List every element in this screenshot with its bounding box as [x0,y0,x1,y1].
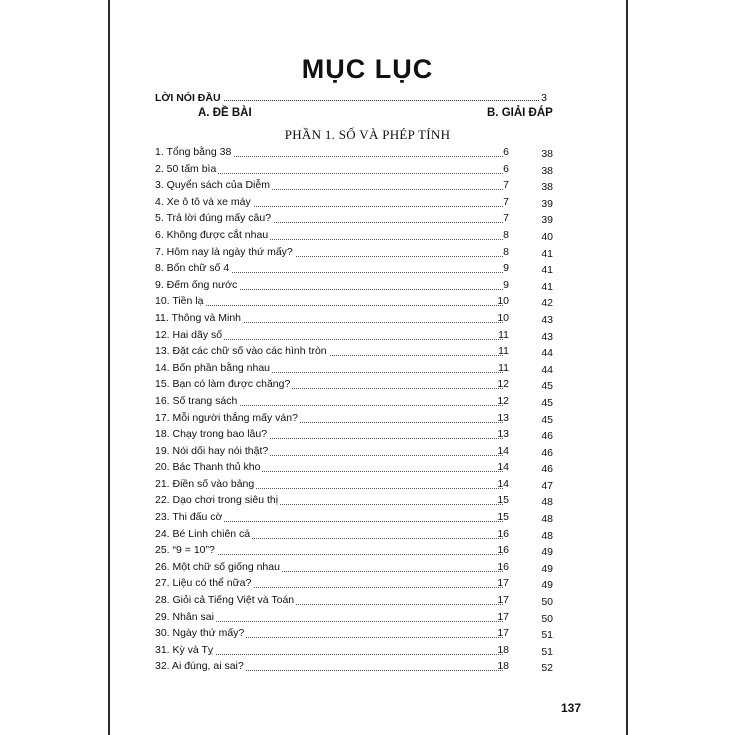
toc-entry [155,458,560,475]
toc-entry-title: 30. Ngày thứ mấy? [155,627,245,640]
toc-entry-solution-page: 42 [541,297,553,310]
toc-entry [155,608,560,625]
toc-entry-title-wrap [155,362,272,374]
toc-entry-title: 2. 50 tấm bìa [155,162,217,175]
toc-entry [155,160,560,177]
toc-entry-title-wrap [155,445,270,457]
toc-entry-page: 14 [497,461,509,474]
page-title: MỤC LỤC [301,54,434,84]
toc-entry-solution-page: 39 [541,214,553,227]
toc-entry-solution-page: 43 [541,330,553,343]
toc-entry-page: 12 [497,378,509,391]
toc-entry-title: 23. Thi đấu cờ [155,511,223,524]
toc-entry-page: 9 [503,278,509,291]
toc-entry-title-wrap [155,279,239,291]
toc-entry-title-wrap [155,461,262,473]
toc-entry [155,326,560,343]
toc-entry-title: 27. Liệu có thể nữa? [155,577,252,590]
toc-entry-title-wrap [155,577,253,589]
toc-entry-solution-page: 49 [541,546,553,559]
toc-entry-page: 8 [503,245,509,258]
toc-entry-page: 18 [497,660,509,673]
column-headers [0,107,735,123]
toc-entry-solution-page: 41 [541,247,553,260]
toc-entry-title: 7. Hôm nay là ngày thứ mấy? [155,245,293,258]
column-header-problems: A. ĐỀ BÀI [198,107,252,119]
toc-entry-solution-page: 41 [541,280,553,293]
table-of-contents [155,143,560,674]
toc-entry-page: 18 [497,643,509,656]
toc-entry-title-wrap [155,295,205,307]
toc-entry-title: 21. Điền số vào bảng [155,477,255,490]
toc-entry-solution-page: 44 [541,363,553,376]
toc-entry-page: 16 [497,560,509,573]
toc-entry [155,425,560,442]
toc-entry-title: 24. Bé Linh chiên cá [155,527,251,540]
toc-entry-solution-page: 47 [541,479,553,492]
toc-entry-solution-page: 51 [541,645,553,658]
toc-entry-title-wrap [155,627,246,639]
toc-entry-page: 12 [497,394,509,407]
toc-entry-title: 1. Tổng bằng 38 [155,146,232,158]
toc-entry-page: 15 [497,511,509,524]
toc-entry-page: 15 [497,494,509,507]
toc-entry-title-wrap [155,146,233,158]
toc-entry [155,276,560,293]
toc-entry [155,442,560,459]
toc-entry-solution-page: 46 [541,430,553,443]
toc-entry [155,657,560,674]
toc-entry-title: 6. Không được cắt nhau [155,228,269,241]
toc-entry-page: 10 [497,311,509,324]
toc-entry-page: 16 [497,527,509,540]
toc-entry-title: 10. Tiền lạ [155,295,204,308]
toc-entry-solution-page: 50 [541,596,553,609]
toc-entry-page: 7 [503,195,509,208]
toc-entry-title-wrap [155,246,295,258]
toc-entry-page: 7 [503,212,509,225]
toc-entry-title-wrap [155,494,280,506]
toc-entry-title-wrap [155,262,231,274]
toc-entry-page: 13 [497,428,509,441]
toc-entry-solution-page: 39 [541,197,553,210]
toc-entry-title: 9. Đếm ống nước [155,278,238,291]
toc-entry [155,591,560,608]
toc-entry-title-wrap [155,196,253,208]
toc-entry-solution-page: 52 [541,662,553,675]
toc-entry-page: 10 [497,295,509,308]
toc-entry-page: 6 [503,162,509,175]
toc-entry-solution-page: 46 [541,463,553,476]
toc-entry [155,508,560,525]
toc-entry-page: 17 [497,594,509,607]
toc-entry-solution-page: 45 [541,413,553,426]
toc-entry-title-wrap [155,179,272,191]
toc-entry [155,342,560,359]
toc-entry-page: 11 [498,345,509,358]
toc-entry [155,143,560,160]
toc-entry [155,243,560,260]
toc-entry-page: 17 [497,627,509,640]
toc-entry-title: 31. Kỳ và Tỵ [155,643,214,656]
toc-entry [155,292,560,309]
toc-entry [155,209,560,226]
toc-entry-title-wrap [155,229,270,241]
toc-entry-title: 3. Quyển sách của Diễm [155,179,270,192]
toc-entry-solution-page: 48 [541,513,553,526]
dot-leader [155,305,503,306]
toc-entry-title: 32. Ai đúng, ai sai? [155,660,244,673]
toc-entry-title: 20. Bác Thanh thủ kho [155,461,261,474]
toc-entry-title: 14. Bốn phần bằng nhau [155,361,271,374]
toc-entry [155,392,560,409]
toc-entry-solution-page: 49 [541,562,553,575]
toc-entry-title: 22. Dạo chơi trong siêu thị [155,494,279,507]
toc-entry [155,558,560,575]
column-header-solutions: B. GIẢI ĐÁP [487,107,553,119]
toc-entry-solution-page: 38 [541,148,553,160]
toc-entry-title: 25. “9 = 10”? [155,544,215,557]
toc-entry-title: 19. Nói dối hay nói thật? [155,444,269,457]
toc-entry-solution-page: 48 [541,496,553,509]
toc-entry-solution-page: 49 [541,579,553,592]
toc-entry-title: 13. Đặt các chữ số vào các hình tròn [155,345,327,358]
toc-entry-title-wrap [155,544,217,556]
toc-entry-page: 11 [498,328,509,341]
toc-entry-title-wrap [155,312,243,324]
toc-entry-title-wrap [155,329,224,341]
toc-entry-page: 14 [497,444,509,457]
dot-leader [224,100,540,101]
toc-entry-title: 16. Số trang sách [155,394,238,407]
toc-entry-solution-page: 46 [541,446,553,459]
preface-label: LỜI NÓI ĐẦU [155,92,221,104]
toc-entry [155,491,560,508]
toc-entry-page: 17 [497,577,509,590]
toc-entry-title-wrap [155,412,300,424]
toc-entry-title-wrap [155,611,216,623]
toc-entry [155,641,560,658]
toc-entry-solution-page: 40 [541,230,553,243]
toc-entry-title-wrap [155,378,292,390]
toc-entry-title-wrap [155,511,224,523]
part-title: PHẦN 1. SỐ VÀ PHÉP TÍNH [284,127,451,142]
toc-entry-solution-page: 45 [541,396,553,409]
toc-entry [155,359,560,376]
toc-entry [155,193,560,210]
toc-entry [155,375,560,392]
toc-entry-solution-page: 51 [541,629,553,642]
toc-entry-title: 8. Bốn chữ số 4 [155,262,230,275]
toc-entry-title-wrap [155,395,239,407]
toc-entry-page: 14 [497,477,509,490]
preface-page: 3 [541,92,547,104]
page-number: 137 [561,701,582,715]
toc-entry [155,624,560,641]
toc-entry-title: 17. Mỗi người thắng mấy ván? [155,411,298,424]
toc-entry-solution-page: 38 [541,164,553,177]
toc-entry-page: 7 [503,179,509,192]
toc-entry [155,176,560,193]
toc-entry-solution-page: 48 [541,529,553,542]
toc-entry-page: 9 [503,262,509,275]
toc-entry-title-wrap [155,660,246,672]
toc-entry-solution-page: 44 [541,347,553,360]
toc-entry-title-wrap [155,644,215,656]
toc-entry-title-wrap [155,478,256,490]
toc-entry-title-wrap [155,528,252,540]
toc-entry-title-wrap [155,212,273,224]
toc-entry-title: 5. Trả lời đúng mấy câu? [155,212,272,225]
toc-entry-solution-page: 41 [541,264,553,277]
toc-entry-title: 11. Thông và Minh [155,311,241,324]
toc-entry [155,574,560,591]
toc-entry-title-wrap [155,428,269,440]
toc-entry-title: 28. Giỏi cả Tiếng Việt và Toán [155,594,295,607]
toc-entry-title: 29. Nhân sai [155,610,214,623]
toc-entry [155,309,560,326]
toc-entry-title-wrap [155,594,296,606]
toc-entry-page: 17 [497,610,509,623]
toc-entry [155,525,560,542]
toc-entry-title-wrap [155,163,218,175]
toc-entry-page: 16 [497,544,509,557]
toc-entry-title: 4. Xe ô tô và xe máy [155,195,251,208]
toc-entry-page: 11 [498,361,509,374]
toc-entry-title: 26. Một chữ số giống nhau [155,560,280,573]
toc-entry-title: 12. Hai dãy số [155,328,223,341]
toc-entry [155,259,560,276]
toc-entry-solution-page: 38 [541,181,553,194]
toc-entry-page: 6 [503,146,509,158]
toc-entry [155,226,560,243]
toc-entry-solution-page: 45 [541,380,553,393]
toc-entry-solution-page: 43 [541,313,553,326]
toc-entry-solution-page: 50 [541,612,553,625]
toc-entry [155,475,560,492]
toc-entry-title-wrap [155,345,329,357]
toc-entry-title: 18. Chạy trong bao lâu? [155,428,268,441]
toc-entry [155,409,560,426]
preface-entry [155,90,547,104]
toc-entry-title-wrap [155,561,282,573]
toc-entry [155,541,560,558]
toc-entry-page: 8 [503,228,509,241]
toc-entry-page: 13 [497,411,509,424]
toc-entry-title: 15. Bạn có làm được chăng? [155,378,291,391]
